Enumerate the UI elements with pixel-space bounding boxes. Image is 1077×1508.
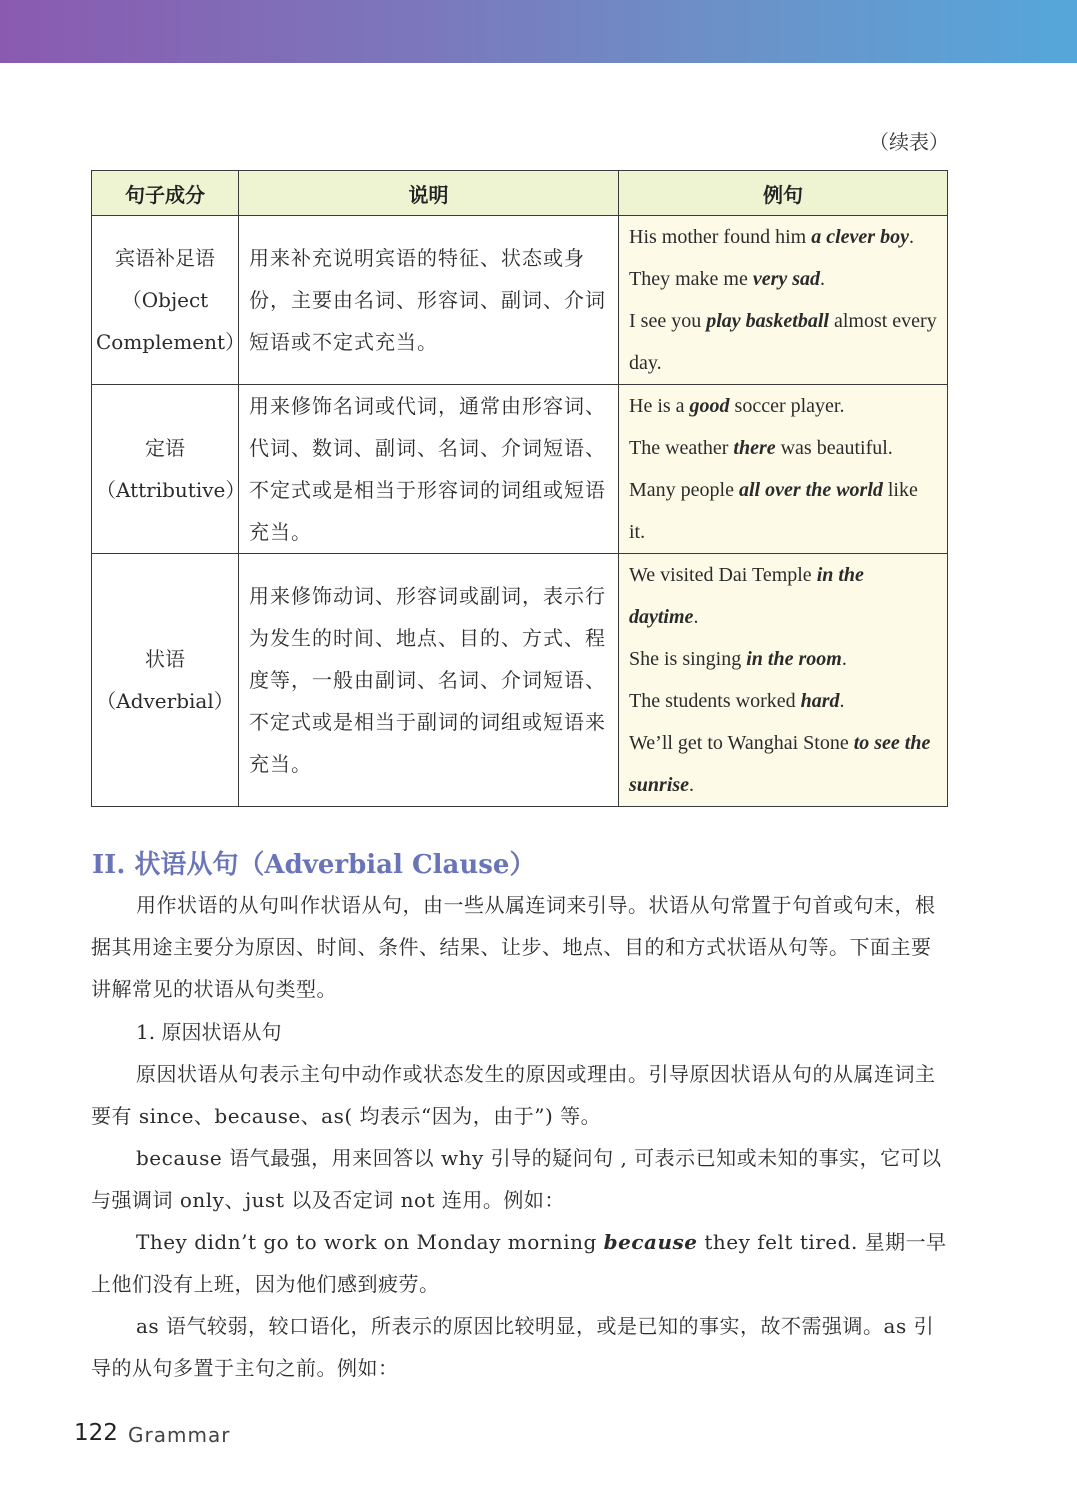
paragraph: 原因状语从句表示主句中动作或状态发生的原因或理由。引导原因状语从句的从属连词主要有 since、because、as( 均表示“因为，由于”) 等。 (91, 1062, 936, 1128)
description-cell: 用来补充说明宾语的特征、状态或身份，主要由名词、形容词、副词、介词短语或不定式充当。 (239, 216, 619, 385)
example-sentence: We visited Dai Temple in the daytime. (629, 564, 864, 628)
example-sentence: Many people all over the world like it. (629, 479, 918, 543)
examples-cell (619, 385, 948, 554)
term-cell (92, 216, 246, 385)
example-sentence: His mother found him a clever boy. (629, 226, 914, 248)
example-sentence: The students worked hard. (629, 690, 845, 712)
table-row (92, 554, 948, 807)
description-cell: 用来修饰动词、形容词或副词，表示行为发生的时间、地点、目的、方式、程度等，一般由副词、名词、介词短语、不定式或是相当于副词的词组或短语来充当。 (239, 554, 619, 807)
paragraph: as 语气较弱，较口语化，所表示的原因比较明显，或是已知的事实，故不需强调。as 引导的从句多置于主句之前。例如： (91, 1314, 935, 1380)
example-sentence: He is a good soccer player. (629, 395, 845, 417)
paragraph: because 语气最强，用来回答以 why 引导的疑问句 , 可表示已知或未知的事实，它可以与强调词 only、just 以及否定词 not 连用。例如： (91, 1146, 942, 1212)
table-header-row (92, 171, 948, 216)
description-cell: 用来修饰名词或代词，通常由形容词、代词、数词、副词、名词、介词短语、不定式或是相当于形容词的词组或短语充当。 (239, 385, 619, 554)
example-sentence: The weather there was beautiful. (629, 437, 893, 459)
term-name: 状语 (145, 647, 185, 671)
example-paragraph: They didn’t go to work on Monday morning because they felt tired. 星期一早上他们没有上班，因为他们感到疲劳。 (91, 1230, 947, 1296)
example-sentence: I see you play basketball almost every day. (629, 310, 937, 374)
header-description: 说明 (239, 171, 619, 216)
top-banner (0, 0, 1077, 63)
term-name: 定语 (145, 436, 185, 460)
header-examples: 例句 (619, 171, 948, 216)
term-english: （Adverbial） (96, 689, 234, 713)
term-english: （Attributive） (96, 478, 246, 502)
term-english: Complement） (96, 330, 246, 354)
term-name: 宾语补足语 (115, 246, 215, 270)
header-component: 句子成分 (92, 171, 239, 216)
examples-cell (619, 554, 948, 807)
footer-label: Grammar (128, 1423, 231, 1447)
sentence-components-table (91, 170, 948, 807)
term-cell (92, 554, 239, 807)
continuation-label: （续表） (869, 130, 949, 154)
example-sentence: We’ll get to Wanghai Stone to see the sunrise. (629, 732, 931, 796)
term-cell (92, 385, 246, 554)
section-intro: 用作状语的从句叫作状语从句，由一些从属连词来引导。状语从句常置于句首或句末，根据其用途主要分为原因、时间、条件、结果、让步、地点、目的和方式状语从句等。下面主要讲解常见的状语从句类型。 (91, 893, 936, 1001)
example-sentence: She is singing in the room. (629, 648, 847, 670)
table-row (92, 385, 948, 554)
examples-cell (619, 216, 948, 385)
page-number: 122 (74, 1420, 118, 1446)
section-title: II. 状语从句（Adverbial Clause） (92, 850, 536, 880)
table-row (92, 216, 948, 385)
subsection-heading: 1. 原因状语从句 (136, 1020, 282, 1044)
term-english: （Object (121, 288, 209, 312)
example-sentence: They make me very sad. (629, 268, 826, 290)
